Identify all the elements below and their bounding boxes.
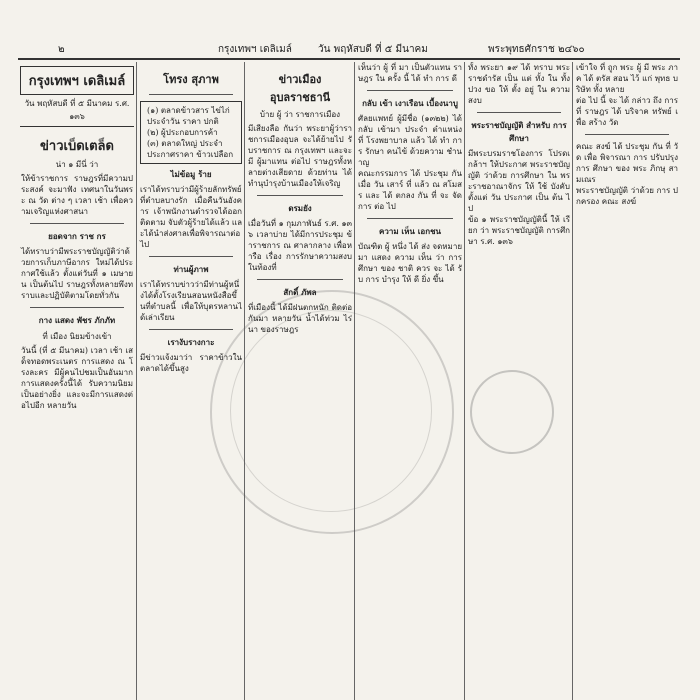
article-title: ดรมยัง — [288, 203, 312, 213]
divider — [367, 218, 453, 219]
article-text: มีข่าวแจ้งมาว่า ราคาข้าวในตลาดได้ขึ้นสูง — [140, 353, 242, 373]
header-year: พระพุทธศักราช ๒๔๖๐ — [488, 44, 585, 55]
article-text: เข้าใจ ที่ ถูก พระ ผู้ มี พระ ภาค ได้ ตรัส สอน ไว้ แก่ พุทธ บริษัท ทั้ง หลาย — [576, 63, 678, 94]
small-stamp-watermark — [470, 370, 554, 454]
article-title: ยอดจาก ราช กร — [48, 231, 106, 241]
article-text: เห็นว่า ผู้ ที่ มา เป็นตัวแทน ราษฎร ใน ครั้ง นี้ ได้ ทำ การ ดี — [358, 63, 462, 83]
divider — [149, 256, 233, 257]
article-title: เรางับรางกาะ — [167, 337, 215, 347]
article-text: ที่เมืองนี้ ได้มีฝนตกหนัก ติดต่อกันมา หลายวัน น้ำได้ท่วม ไร่นา ของราษฎร — [248, 303, 352, 334]
article-text: เมื่อวันที่ ๑ กุมภาพันธ์ ร.ศ. ๑๓๖ เวลาบ่าย ได้มีการประชุม ข้าราชการ ณ ศาลากลาง เพื่อหารือ เรื่อง การรักษาความสงบ ในท้องที่ — [248, 219, 352, 272]
divider — [30, 307, 124, 308]
column-1 — [18, 62, 136, 700]
box-line: (๒) ผู้ประกอบการค้า — [147, 128, 218, 137]
divider — [149, 329, 233, 330]
article-text: มีพระบรมราชโองการ โปรดเกล้าฯ ให้ประกาศ พระราชบัญญัติ ว่าด้วย การศึกษา ใน พระราชอาณาจักร ให้ ใช้ บังคับ ตั้งแต่ วัน ประกาศ เป็น ต้น ไป — [468, 149, 570, 213]
box-line: ประจำวัน ราคา ปกติ — [147, 117, 219, 126]
masthead: กรุงเทพฯ เดลิเมล์ — [20, 66, 134, 95]
article-title: กาง แสดง พัชร ภักภัท — [38, 315, 116, 325]
page-header — [18, 38, 680, 60]
divider — [30, 223, 124, 224]
price-box — [140, 101, 242, 164]
header-paper-name: กรุงเทพฯ เดลิเมล์ — [218, 44, 292, 55]
article-title: ท่านผู้ภาพ — [173, 264, 209, 274]
divider — [477, 112, 561, 113]
article-text: วันนี้ (ที่ ๕ มีนาคม) เวลา เช้า เสด็จทอดพระเนตร การแสดง ณ โรงละคร มีผู้คนไปชมเป็นอันมาก การแสดงครั้งนี้ได้ รับความนิยม เป็นอย่างยิ่ง และจะมีการแสดงต่อไปอีก หลายวัน — [21, 346, 133, 410]
article-text: เราได้ทราบข่าวว่ามีท่านผู้หนึ่งได้ตั้งโรงเรียนสอนหนังสือขึ้นที่ตำบลนี้ เพื่อให้บุตรหลานได้เล่าเรียน — [140, 280, 242, 322]
section-heading: ข่าวเบ็ดเตล็ด — [40, 139, 114, 154]
article-text: ให้ข้าราชการ ราษฎรที่มีความประสงค์ จะมาฟัง เทศนาในวันพระ ณ วัด ต่าง ๆ เวลา เช้า เพื่อความเจริญแห่งศาสนา — [21, 174, 133, 216]
box-line: ประกาศราคา ข้าวเปลือก — [147, 150, 234, 159]
section-heading: โทรง สุภาพ — [163, 73, 219, 86]
article-text: ข้อ ๑ พระราชบัญญัตินี้ ให้ เรียก ว่า พระราชบัญญัติ การศึกษา ร.ศ. ๑๓๖ — [468, 215, 570, 246]
column-6 — [572, 62, 681, 700]
article-text: พระราชบัญญัติ ว่าด้วย การ ปกครอง คณะ สงฆ์ — [576, 186, 678, 206]
article-title: กลับ เข้า เงาเรือน เบื้องนาบู — [362, 98, 458, 108]
divider — [585, 134, 669, 135]
box-line: (๑) ตลาดข้าวสาร ไข่ไก่ — [147, 106, 230, 115]
article-subtitle: ที่ เมือง นิยมข้างเข้า — [42, 332, 112, 341]
box-line: (๓) ตลาดใหญ่ ประจำ — [147, 139, 223, 148]
article-text: ศัลยแพทย์ ผู้มีชื่อ (๑๓๒๒) ได้ กลับ เข้ามา ประจำ ตำแหน่ง ที่ โรงพยาบาล แล้ว ได้ ทำ การ รักษา คนไข้ ด้วยความ ชำนาญ — [358, 114, 462, 167]
page-number: ๒ — [58, 44, 65, 55]
article-title: ความ เห็น เอกชน — [379, 226, 441, 236]
divider — [257, 195, 343, 196]
divider — [257, 279, 343, 280]
article-text: คณะ สงฆ์ ได้ ประชุม กัน ที่ วัด เพื่อ พิจารณา การ ปรับปรุง การ ศึกษา ของ พระ ภิกษุ สามเณร — [576, 142, 678, 184]
article-text: ต่อ ไป นี้ จะ ได้ กล่าว ถึง การ ที่ ราษฎร ได้ บริจาค ทรัพย์ เพื่อ สร้าง วัด — [576, 96, 678, 127]
article-title: สักดิ์ ภัพล — [283, 287, 317, 297]
article-title: ไม่ข้อมู ร้าย — [170, 169, 212, 179]
article-text: บัณฑิต ผู้ หนึ่ง ได้ ส่ง จดหมาย มา แสดง ความ เห็น ว่า การ ศึกษา ของ ชาติ ควร จะ ได้ รับ การ บำรุง ให้ ดี ยิ่ง ขึ้น — [358, 242, 463, 284]
divider — [149, 94, 233, 95]
section-heading: ข่าวเมือง อุบลราชธานี — [269, 73, 331, 104]
article-text: เราได้ทราบว่ามีผู้ร้ายลักทรัพย์ที่ตำบลบางรัก เมื่อคืนวันอังคาร เจ้าพนักงานตำรวจได้ออกติดตาม จับตัวผู้ร้ายได้แล้ว และได้นำส่งศาลเพื่อพิจารณาต่อไป — [140, 185, 242, 249]
header-date: วัน พฤหัสบดี ที่ ๕ มีนาคม — [318, 44, 428, 55]
article-text: ทั้ง พระยา ๑๙ ได้ ทราบ พระ ราชดำรัส เป็น แต่ ทั้ง ใน ทั้ง ปวง ขอ ให้ ตั้ง อยู่ ใน ความ สงบ — [468, 63, 570, 105]
divider — [367, 90, 453, 91]
section-subheading: บ้าย ผู้ ว่า ราชการเมือง — [259, 110, 341, 119]
article-text: ได้ทราบว่ามีพระราชบัญญัติว่าด้วยการเก็บภาษีอากร ใหม่ได้ประกาศใช้แล้ว ตั้งแต่วันที่ ๑ เมษายน เป็นต้นไป ราษฎรทั้งหลายพึงทราบและปฏิบัติตามโดยทั่วกัน — [21, 247, 133, 300]
article-title: พระราชบัญญัติ สำหรับ การ ศึกษา — [471, 120, 567, 143]
article-text: มีเสียงลือ กันว่า พระยาผู้ว่าราชการเมืองอุบล จะได้ย้ายไป รับราชการ ณ กรุงเทพฯ และจะมี ผู้มาแทน ต่อไป ราษฎรทั้งหลายต่างเสียดาย ด้วยท่าน ได้ ทำนุบำรุงบ้านเมืองให้เจริญ — [248, 124, 352, 188]
masthead-date: วัน พฤหัสบดี ที่ ๕ มีนาคม ร.ศ. ๑๓๖ — [20, 97, 134, 127]
library-stamp-inner-ring — [230, 310, 432, 512]
section-subheading: น่า ๑ มีนี่ ว่า — [55, 160, 99, 169]
article-text: คณะกรรมการ ได้ ประชุม กัน เมื่อ วัน เสาร์ ที่ แล้ว ณ สโมสร และ ได้ ตกลง กัน ที่ จะ จัด การ ต่อ ไป — [358, 169, 462, 211]
